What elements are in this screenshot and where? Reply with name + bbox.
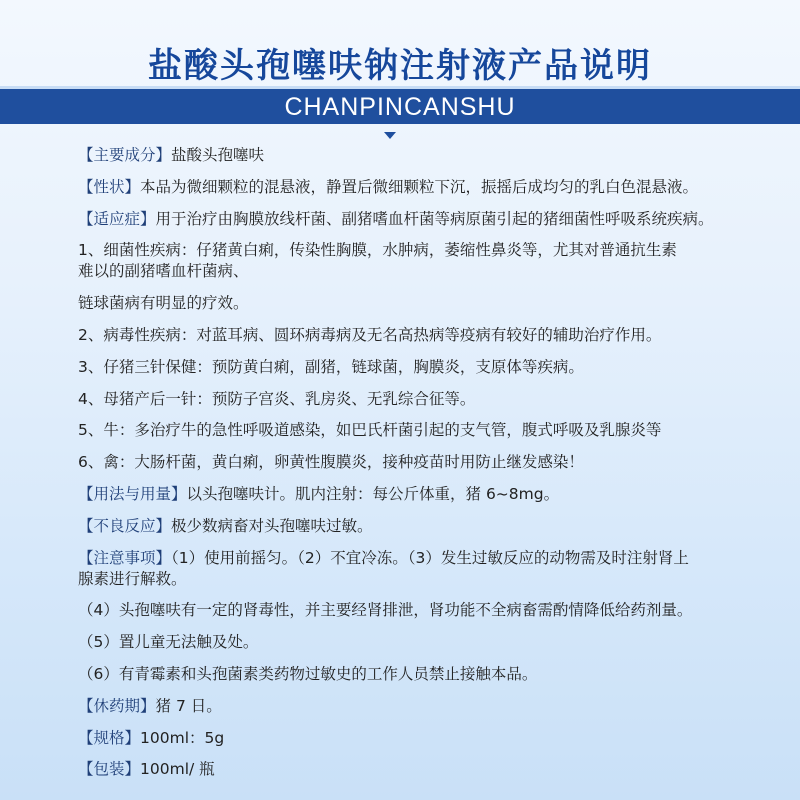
section-text: 1、细菌性疾病：仔猪黄白痢，传染性胸膜，水肿病，萎缩性鼻炎等，尤其对普通抗生素 — [78, 241, 677, 260]
spec-line-sow — [78, 389, 793, 410]
spec-line-piglet — [78, 357, 793, 378]
spec-line-cattle — [78, 420, 793, 441]
section-text: 100ml：5g — [140, 728, 225, 747]
section-text: 4、母猪产后一针：预防子宫炎、乳房炎、无乳综合征等。 — [78, 389, 476, 408]
spec-line-ingredients — [78, 145, 793, 166]
section-label: 【规格】 — [78, 728, 141, 747]
section-text: 5、牛：多治疗牛的急性呼吸道感染，如巴氏杆菌引起的支气管，腹式呼吸及乳腺炎等 — [78, 421, 662, 440]
spec-line-adverse — [78, 516, 793, 537]
spec-line-bacterial-2 — [78, 261, 793, 282]
section-text: 100ml/ 瓶 — [140, 760, 215, 779]
section-label: 【休药期】 — [78, 696, 156, 715]
section-label: 【适应症】 — [78, 209, 156, 228]
section-text: （4）头孢噻呋有一定的肾毒性，并主要经肾排泄，肾功能不全病畜需酌情降低给药剂量。 — [78, 601, 693, 620]
section-text: （5）置儿童无法触及处。 — [78, 633, 259, 652]
spec-line-viral — [78, 325, 793, 346]
spec-line-dosage — [78, 484, 793, 505]
spec-line-packaging — [78, 759, 793, 780]
section-text: 本品为微细颗粒的混悬液，静置后微细颗粒下沉，振摇后成均匀的乳白色混悬液。 — [140, 177, 699, 196]
spec-line-indications — [78, 209, 793, 230]
section-text: 腺素进行解救。 — [78, 569, 187, 588]
section-text: 用于治疗由胸膜放线杆菌、副猪嗜血杆菌等病原菌引起的猪细菌性呼吸系统疾病。 — [155, 209, 714, 228]
spec-line-precautions-3 — [78, 600, 793, 621]
section-text: 极少数病畜对头孢噻呋过敏。 — [171, 516, 373, 535]
section-label: 【不良反应】 — [78, 516, 172, 535]
section-text: （6）有青霉素和头孢菌素类药物过敏史的工作人员禁止接触本品。 — [78, 664, 538, 683]
down-arrow-icon — [384, 132, 396, 139]
section-text: 以头孢噻呋计。肌内注射：每公斤体重，猪 6~8mg。 — [186, 484, 560, 503]
section-text: 猪 7 日。 — [155, 696, 222, 715]
section-text: （1）使用前摇匀。（2）不宜冷冻。（3）发生过敏反应的动物需及时注射肾上 — [171, 548, 689, 567]
section-label: 【注意事项】 — [78, 548, 172, 567]
spec-line-precautions-5 — [78, 664, 793, 685]
product-description — [78, 145, 793, 791]
section-text: 链球菌病有明显的疗效。 — [78, 294, 249, 313]
section-label: 【主要成分】 — [78, 146, 172, 164]
spec-line-specification — [78, 728, 793, 749]
spec-line-precautions-4 — [78, 632, 793, 653]
spec-line-withdrawal — [78, 696, 793, 717]
page-title: 盐酸头孢噻呋钠注射液产品说明 — [148, 46, 652, 86]
spec-line-bacterial-1 — [78, 240, 793, 261]
spec-line-precautions-2 — [78, 569, 793, 590]
spec-line-poultry — [78, 452, 793, 473]
section-text: 盐酸头孢噻呋 — [171, 146, 265, 164]
section-text: 2、病毒性疾病：对蓝耳病、圆环病毒病及无名高热病等疫病有较好的辅助治疗作用。 — [78, 325, 662, 344]
spec-line-bacterial-3 — [78, 293, 793, 314]
section-label: 【性状】 — [78, 177, 141, 196]
section-text: 6、禽：大肠杆菌，黄白痢，卵黄性腹膜炎，接种疫苗时用防止继发感染！ — [78, 453, 584, 472]
section-text: 难以的副猪嗜血杆菌病、 — [78, 262, 249, 281]
section-text: 3、仔猪三针保健：预防黄白痢，副猪，链球菌，胸膜炎，支原体等疾病。 — [78, 357, 584, 376]
subtitle: CHANPINCANSHU — [284, 93, 516, 121]
spec-line-appearance — [78, 177, 793, 198]
section-label: 【包装】 — [78, 760, 141, 779]
spec-line-precautions-1 — [78, 548, 793, 569]
section-label: 【用法与用量】 — [78, 484, 187, 503]
